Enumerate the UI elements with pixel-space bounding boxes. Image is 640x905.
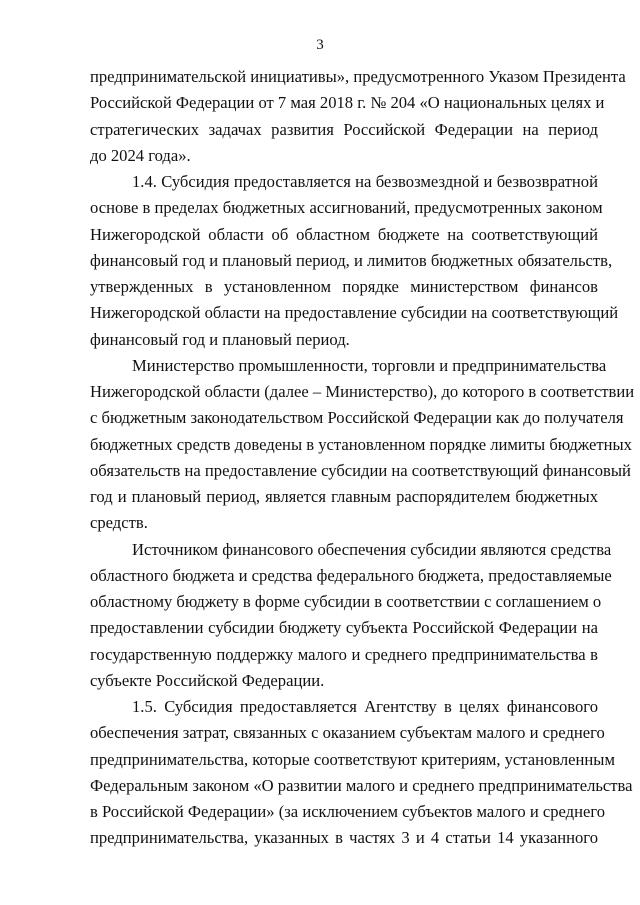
text-line: Нижегородской области об областном бюджете на соответствующий bbox=[90, 224, 598, 244]
text-line: Российской Федерации от 7 мая 2018 г. № 204 «О национальных целях и bbox=[90, 93, 605, 113]
text-line: 1.4. Субсидия предоставляется на безвозмездной и безвозвратной bbox=[132, 172, 598, 191]
text-line: стратегических задачах развития Российской Федерации на период bbox=[90, 119, 598, 139]
paragraph-funding-source bbox=[90, 537, 612, 695]
text-line: предпринимательства, указанных в частях 3 и 4 статьи 14 указанного bbox=[90, 828, 598, 848]
text-line: утвержденных в установленном порядке министерством финансов bbox=[90, 277, 598, 296]
text-line: с бюджетным законодательством Российской Федерации как до получателя bbox=[90, 408, 624, 428]
paragraph-continuation bbox=[90, 64, 626, 169]
page-number: 3 bbox=[316, 37, 324, 53]
text-line: Министерство промышленности, торговли и предпринимательства bbox=[132, 355, 607, 375]
text-line: государственную поддержку малого и среднего предпринимательства в bbox=[90, 644, 598, 664]
text-line: 1.5. Субсидия предоставляется Агентству в целях финансового bbox=[132, 697, 598, 716]
text-line: финансовый год и плановый период. bbox=[90, 329, 350, 349]
text-line: субъекте Российской Федерации. bbox=[90, 670, 325, 690]
text-line: год и плановый период, является главным распорядителем бюджетных bbox=[90, 487, 598, 506]
paragraph-ministry bbox=[90, 353, 635, 537]
text-line: предоставлении субсидии бюджету субъекта Российской Федерации на bbox=[90, 618, 598, 638]
text-line: областного бюджета и средства федерального бюджета, предоставляемые bbox=[90, 565, 612, 585]
text-line: областному бюджету в форме субсидии в соответствии с соглашением о bbox=[90, 592, 602, 611]
document-body bbox=[90, 64, 635, 852]
text-line: Источником финансового обеспечения субсидии являются средства bbox=[132, 539, 612, 559]
text-line: Нижегородской области (далее – Министерство), до которого в соответствии bbox=[90, 382, 635, 401]
text-line: в Российской Федерации» (за исключением субъектов малого и среднего bbox=[90, 802, 606, 821]
paragraph-1-4 bbox=[90, 169, 619, 353]
text-line: средств. bbox=[90, 513, 148, 533]
text-line: Федеральным законом «О развитии малого и среднего предпринимательства bbox=[90, 775, 633, 795]
text-line: предпринимательства, которые соответствуют критериям, установленным bbox=[90, 749, 615, 769]
text-line: бюджетных средств доведены в установленном порядке лимиты бюджетных bbox=[90, 434, 632, 454]
text-line: основе в пределах бюджетных ассигнований, предусмотренных законом bbox=[90, 198, 603, 218]
text-line: финансовый год и плановый период, и лимитов бюджетных обязательств, bbox=[90, 250, 613, 270]
paragraph-1-5 bbox=[90, 694, 633, 852]
text-line: предпринимательской инициативы», предусмотренного Указом Президента bbox=[90, 67, 626, 86]
text-line: обязательств на предоставление субсидии на соответствующий финансовый bbox=[90, 460, 631, 480]
text-line: до 2024 года». bbox=[90, 145, 191, 165]
text-line: обеспечения затрат, связанных с оказанием субъектам малого и среднего bbox=[90, 723, 605, 743]
text-line: Нижегородской области на предоставление субсидии на соответствующий bbox=[90, 303, 619, 323]
